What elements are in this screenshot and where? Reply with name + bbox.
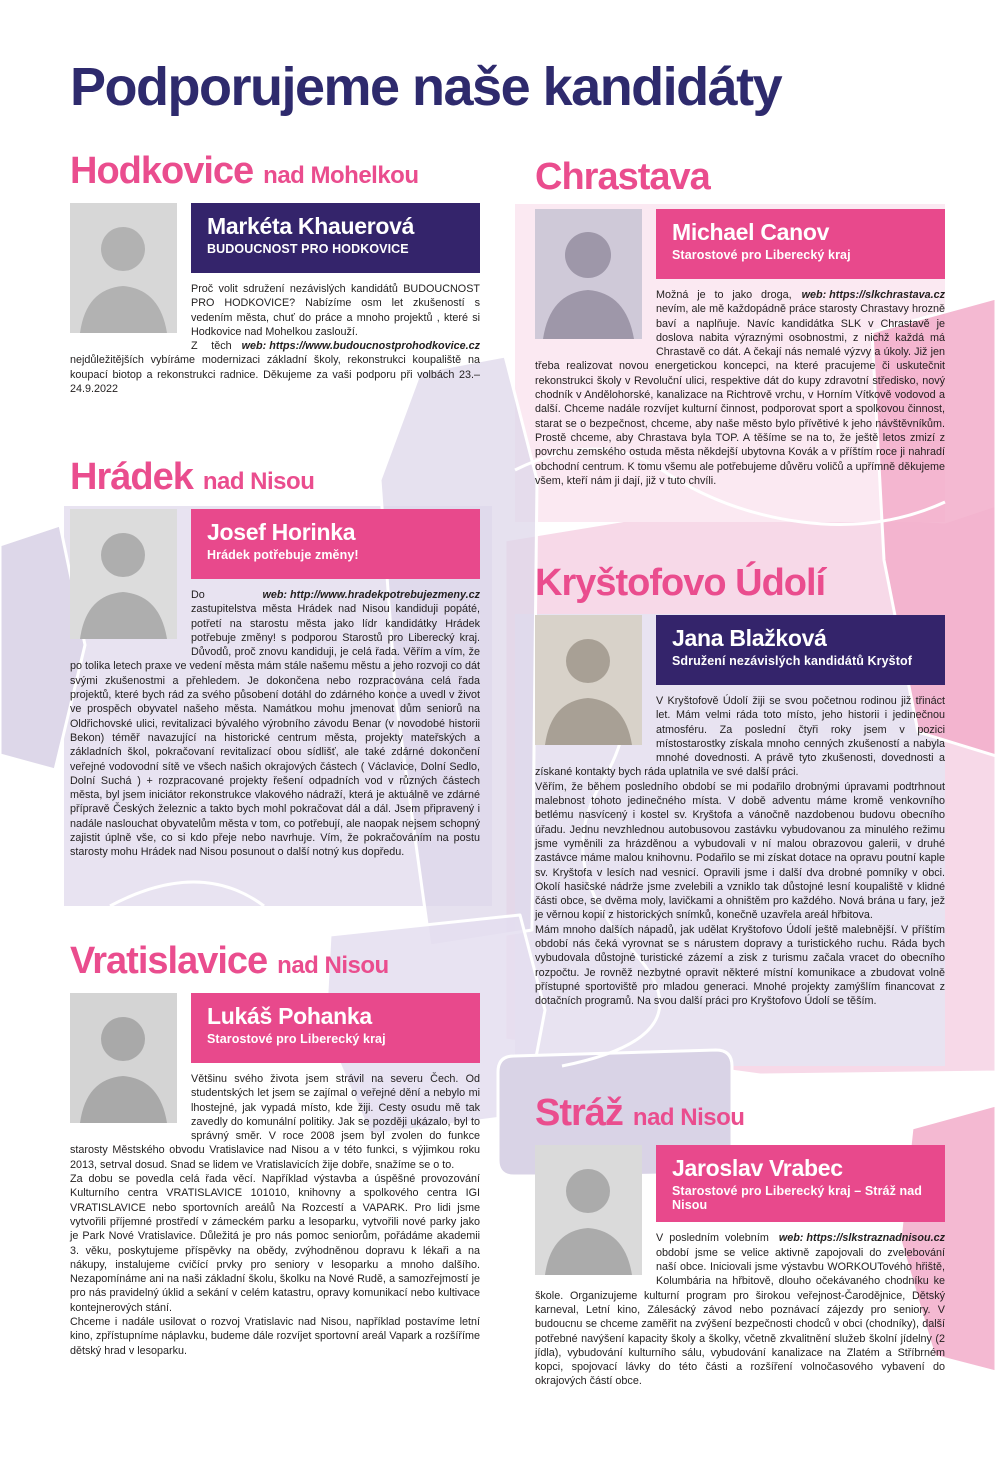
candidate-block [535, 209, 945, 488]
person-silhouette-icon [70, 993, 177, 1123]
page-title: Podporujeme naše kandidáty [70, 57, 782, 117]
candidate-photo [535, 1145, 642, 1275]
section-suffix: nad Nisou [202, 468, 315, 495]
section-header [70, 942, 480, 980]
candidate-banner [656, 209, 945, 279]
section-straz [535, 1094, 945, 1389]
candidate-photo [535, 209, 642, 339]
bio-paragraph: Za dobu se povedla celá řada věcí. Například výstavba a úspěšné provozování Kulturního centra VRATISLAVICE 101010, knihovny a spolkového centra IGI VRATISLAVICE nebo sportovních areálů Na Rozcestí a VAPARK. Pro lidi jsme vytvořili příjemné prostředí v zámeckém parku a lesoparku, vytvořili nové parky jako je Park Nové Vratislavice. Důležitá je pro nás pomoc seniorům, pořádáme akademii 3. věku, poskytujeme příspěvky na obědy, zvýhodněnou dopravu k lékaři a na nákupy, instalujeme cvičící prvky pro seniory v lesoparku a mnoho dalšího. Nezapomínáme ani na naši základní školu, školku na Nové Rudě, a samozřejmostí je pro nás pravidelný úklid a sekání v celém katastru, opravy komunikací nebo kultivace kontejnerových stání. [70, 1173, 480, 1314]
person-silhouette-icon [535, 1145, 642, 1275]
section-header [535, 564, 945, 602]
section-header [535, 1094, 945, 1132]
person-silhouette-icon [70, 509, 177, 639]
candidate-name: Josef Horinka [207, 519, 356, 545]
candidate-photo [70, 993, 177, 1123]
section-vratislavice [70, 942, 480, 1358]
person-silhouette-icon [535, 615, 642, 745]
candidate-photo [70, 203, 177, 333]
section-suffix: nad Nisou [277, 952, 389, 979]
website-link: web: http://www.hradekpotrebujezmeny.cz [262, 589, 480, 601]
candidate-name: Michael Canov [672, 219, 830, 245]
candidate-name: Lukáš Pohanka [207, 1003, 372, 1029]
bio-paragraph: V posledním volebním období jsme se velice aktivně zapojovali do zvelebování naší obce. Iniciovali jsme výstavbu WORKOUTového hřiště, Kolumbária na hřbitově, dlouho očekávaného chodníku ke škole. Organizujeme kulturní program pro širokou veřejnost-Čarodějnice, Dětský karneval, Letní kino, Zálesácký závod nebo poznávací zájezdy pro seniory. V budoucnu se chceme zaměřit na zvýšení bezpečnosti chodců v obci (chodníky), další potřebné navýšení kapacity školy a školky, včetně zkvalitnění služeb školní jídelny (2 jídla), vybudování kulturního sálu, vybudování kanalizace na Zlatém a Stříbrném kopci, spojovací lávky do této části a rozšíření volnočasového vybavení do okrajových částí obce. [535, 1232, 945, 1388]
candidate-block [70, 993, 480, 1358]
candidate-party: Starostové pro Liberecký kraj – Stráž nad Nisou [672, 1184, 923, 1213]
section-chrastava [535, 158, 945, 488]
candidate-block [70, 203, 480, 396]
candidate-name: Markéta Khauerová [207, 213, 415, 239]
section-suffix: nad Mohelkou [263, 162, 419, 189]
candidate-banner [656, 1145, 945, 1222]
candidate-block [535, 1145, 945, 1389]
right-column [535, 0, 945, 1477]
candidate-banner [191, 509, 480, 579]
left-column [70, 0, 480, 1477]
section-city: Hodkovice [70, 150, 254, 192]
bio-paragraph: Věřím, že během posledního období se mi podařilo drobnými úpravami podtrhnout malebnost tohoto jedinečného místa. V době adventu máme kromě venkovního betlému nasvícený i kostel sv. Kryštofa a vánočně nazdobenou budovu obecního úřadu. Jednu nevzhlednou autobusovou zastávku vybudovanou za minulého režimu jsme vyměnili za hrázděnou a vybudovali v ní malou obrazovou galerii, v druhé zastávce máme malou knihovnu. Podařilo se mi získat dotace na opravu poutní kaple sv. Kryštofa v lesích nad vesnicí. Opravili jsme i další dva drobné pomníky v obci. Okolí hasičské nádrže jsme zvelebili a vzniklo tak důstojné lesní koupaliště v klidné části obce, se dvěma moly, lavičkami a ohništěm pro každého. Nová brána u fary, jež je věrnou kopií z historických snímků, konečně uzavřela areál hřbitova. [535, 780, 945, 922]
candidate-photo [70, 509, 177, 639]
bio-paragraph: Z těch nejdůležitějších vybíráme modernizaci základní školy, rekonstrukci koupaliště na koupací biotop a rekonstrukci radnice. Děkujeme za vaši podporu při volbách 23.– 24.9.2022 [70, 340, 480, 396]
bio-paragraph: Proč volit sdružení nezávislých kandidátů BUDOUCNOST PRO HODKOVICE? Nabízíme osm let zkušeností s vedením města, chuť do práce a mnoho projektů , které si Hodkovice nad Mohelkou zaslouží. [191, 283, 480, 338]
candidate-banner [191, 203, 480, 273]
candidate-block [535, 615, 945, 1009]
candidate-name: Jana Blažková [672, 625, 827, 651]
candidate-party: Starostové pro Liberecký kraj [207, 1032, 386, 1047]
candidate-photo [535, 615, 642, 745]
website-link: web: https://slkstraznadnisou.cz [778, 1232, 945, 1245]
candidate-block [70, 509, 480, 860]
section-header [535, 158, 945, 196]
section-hradek [70, 458, 480, 860]
section-city: Kryštofovo Údolí [535, 562, 826, 604]
section-city: Stráž [535, 1092, 623, 1134]
candidate-party: Hrádek potřebuje změny! [207, 548, 359, 563]
bio-paragraph: Chceme i nadále usilovat o rozvoj Vratislavic nad Nisou, například postavíme letní kino, zpřístupníme náplavku, budeme dále rozvíjet sportovní areál Vapark a rozšíříme dětský hrad v lesoparku. [70, 1316, 480, 1357]
bio-paragraph: Většinu svého života jsem strávil na severu Čech. Od studentských let jsem se zajímal o veřejné dění a nebylo mi lhostejné, jak vypadá místo, kde žiji. Cesty osudu mě tak zavedly do komunální politiky. Jak se později ukázalo, byl to správný směr. V roce 2008 jsem byl zvolen do funkce starosty Městského obvodu Vratislavice nad Nisou a v této funkci, s výjimkou roku 2013, setrval dosud. Snad se lidem ve Vratislavicích žije dobře, snažíme se o to. [70, 1073, 480, 1171]
website-link: web: https://www.budoucnostprohodkovice.cz [241, 340, 480, 353]
candidate-party: Sdružení nezávislých kandidátů Kryštof [672, 654, 912, 669]
candidate-name: Jaroslav Vrabec [672, 1155, 843, 1181]
bio-paragraph: Mám mnoho dalších nápadů, jak udělat Kryštofovo Údolí ještě malebnější. V příštím období nás čeká vyrovnat se s nárustem dopravy a turistického ruchu. Ráda bych vybudovala důstojné turistické zázemí a zisk z turismu začala vracet do obecního rozpočtu. Je rovněž nezbytné opravit některé místní komunikace a zbudovat volně přístupné sportoviště pro mladou generaci. Mnohé projekty zamýšlím financovat z dotačních programů. Na svou další práci pro Kryštofovo Údolí se těším. [535, 923, 945, 1008]
person-silhouette-icon [70, 203, 177, 333]
section-header [70, 458, 480, 496]
candidate-party: BUDOUCNOST PRO HODKOVICE [207, 242, 409, 257]
section-header [70, 152, 480, 190]
bio-paragraph: Možná je to jako droga, nevím, ale mě každopádně práce starosty Chrastavy hrozně baví a naplňuje. Navíc kandidátka SLK v Chrastavě je doslova nabita výraznými osobnostmi, z nichž každá má Chrastavě co dát. A čekají nás nemalé výzvy a úkoly. Již jen třeba realizovat novou energetickou koncepci, na které pracujeme či uskutečnit rekonstrukci školy v Revoluční ulici, respektive dát do kupy zdravotní středisko, nový chodník v Andělohorské, kanalizace na Richtrově vrchu, v Horním Vítkově vodovod a další. Chceme nadále rozvíjet kulturní činnost, podporovat sport a spolkovou činnost, starat se o bezpečnost, chceme, aby naše město bylo přívětivé k jeho návštěvníkům. Prostě chceme, aby Chrastava byla TOP. A těšíme se na to, že ještě letos zmizí z povrchu zemského ostuda města někdejší ubytovna Kovák a v příštím roce ji nahradí obchodní centrum. K tomu všemu ale potřebujeme důvěru voličů a upřímně děkujeme všem, kteří nám ji dají, již v tuto chvíli. [535, 289, 945, 487]
candidate-banner [656, 615, 945, 685]
bio-paragraph: Do zastupitelstva města Hrádek nad Nisou kandiduji popáté, potřetí na starostu města jako lídr kandidátky Hrádek potřebuje změny! s podporou Starostů pro Liberecký kraj. Důvodů, proč znovu kandiduji, je celá řada. Věřím a vím, že po tolika letech praxe ve vedení města mám stále našemu městu a jeho rozvoji co dát svými zkušenostmi a přehledem. Je dokončena nebo rozpracována celá řada projektů, které bych rád za svého působení dotáhl do zdárného konce a uvedl v život ve prospěch obyvatel našeho města. Namátkou mohu jmenovat dům seniorů na Oldřichovské ulici, revitalizaci bývalého výrobního závodu Benar (v novodobé historii Bekon) téměř navazující na historické centrum města, projekty mateřských a základních škol, pokračovaní revitalizací obou sídlišť, ale také zdárné dokončení veřejné vodovodní sítě ve všech našich okrajových částech ( Václavice, Dolní Sedlo, Dolní Suchá ) + rozpracované projekty řešení odpadních vod v různých částech města, byl jsem iniciátor rekonstrukce vlakového nádraží, která je aktuálně ve zdárné přípravě Českých železnic a takto bych mohl pokračovat dál a dál. Jsem připravený i nadále naslouchat obyvatelům města v tom, co potřebují, ale naopak nejsem schopný zajistit úplně vše, co si kdo přeje nebo navrhuje. Vím, že pokračováním na postu starosty mohu Hrádek nad Nisou posunout o další notný kus dopředu. [70, 589, 480, 859]
section-krystofovo-udoli [535, 564, 945, 1009]
website-link: web: https://slkchrastava.cz [801, 289, 945, 301]
bio-paragraph: V Kryštofově Údolí žiji se svou početnou rodinou již třináct let. Mám velmi ráda toto místo, jeho historii i jedinečnou atmosféru. Za poslední čtyři roky jsem v pozici místostarostky získala mnoho cenných zkušeností a nabyla mnohé dovednosti. A právě tyto zkušenosti, dovednosti a získané kontakty bych ráda uplatnila ve své další práci. [535, 695, 945, 779]
section-city: Vratislavice [70, 940, 268, 982]
section-city: Hrádek [70, 456, 193, 498]
person-silhouette-icon [535, 209, 642, 339]
candidate-banner [191, 993, 480, 1063]
section-city: Chrastava [535, 156, 710, 198]
section-suffix: nad Nisou [632, 1104, 745, 1131]
candidate-party: Starostové pro Liberecký kraj [672, 248, 851, 263]
section-hodkovice [70, 152, 480, 396]
